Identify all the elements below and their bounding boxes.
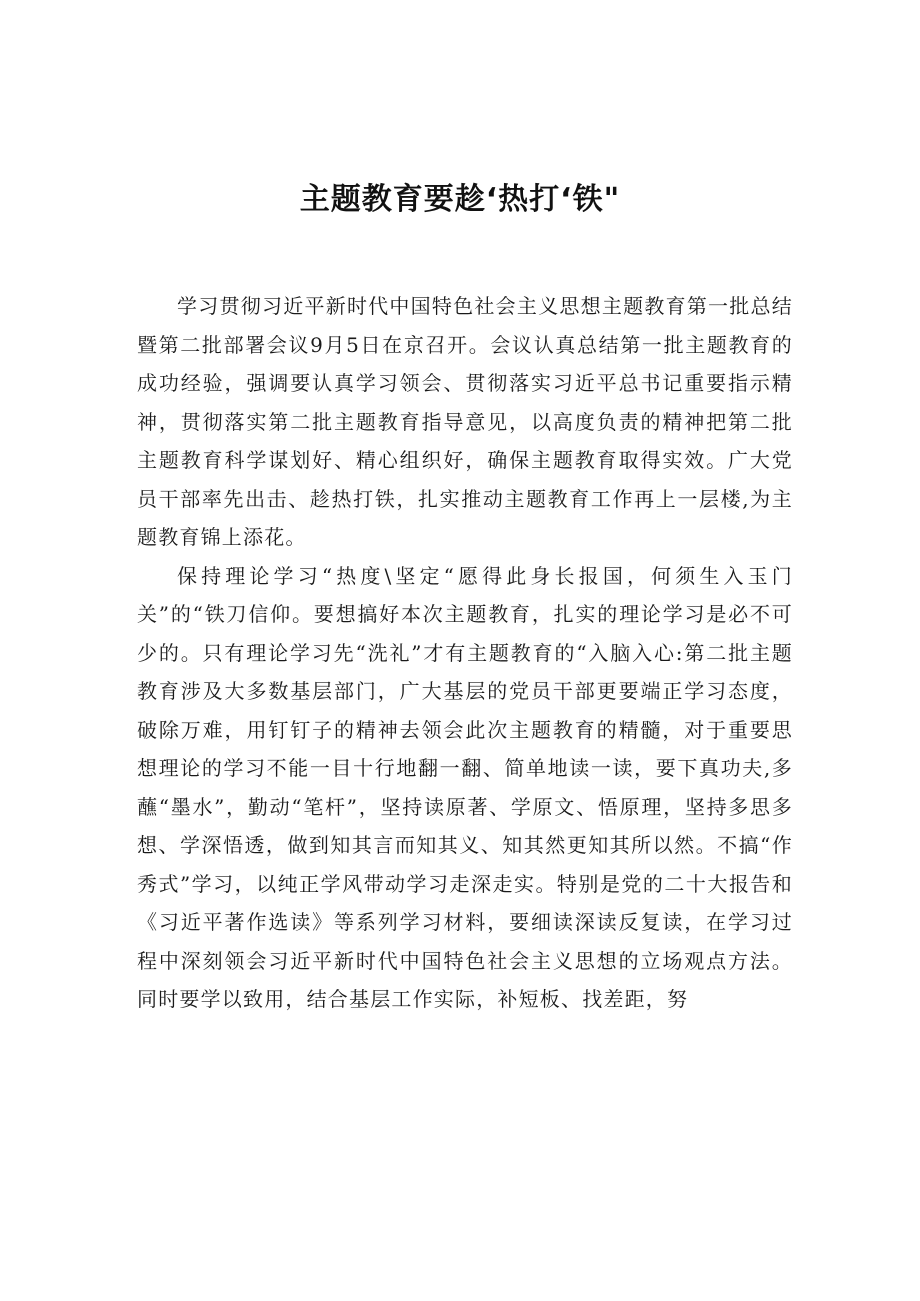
document-title: 主题教育要趁‘热打‘铁" [299, 182, 621, 217]
document-body [137, 287, 793, 1019]
paragraph-2: 保持理论学习“热度\坚定“愿得此身长报国，何须生入玉门关”的“铁刀信仰。要想搞好本次主题教育，扎实的理论学习是必不可少的。只有理论学习先“洗礼”才有主题教育的“入脑入心:第二批主题教育涉及大多数基层部门，广大基层的党员干部更要端正学习态度，破除万难，用钉钉子的精神去领会此次主题教育的精髓，对于重要思想理论的学习不能一目十行地翻一翻、简单地读一读，要下真功夫,多蘸“墨水”，勤动“笔杆”，坚持读原著、学原文、悟原理，坚持多思多想、学深悟透，做到知其言而知其义、知其然更知其所以然。不搞“作秀式”学习，以纯正学风带动学习走深走实。特别是党的二十大报告和《习近平著作选读》等系列学习材料，要细读深读反复读，在学习过程中深刻领会习近平新时代中国特色社会主义思想的立场观点方法。同时要学以致用，结合基层工作实际，补短板、找差距，努 [137, 563, 793, 1011]
paragraph-1: 学习贯彻习近平新时代中国特色社会主义思想主题教育第一批总结暨第二批部署会议9月5日在京召开。会议认真总结第一批主题教育的成功经验，强调要认真学习领会、贯彻落实习近平总书记重要指示精神，贯彻落实第二批主题教育指导意见，以高度负责的精神把第二批主题教育科学谋划好、精心组织好，确保主题教育取得实效。广大党员干部率先出击、趁热打铁，扎实推动主题教育工作再上一层楼,为主题教育锦上添花。 [137, 294, 793, 549]
